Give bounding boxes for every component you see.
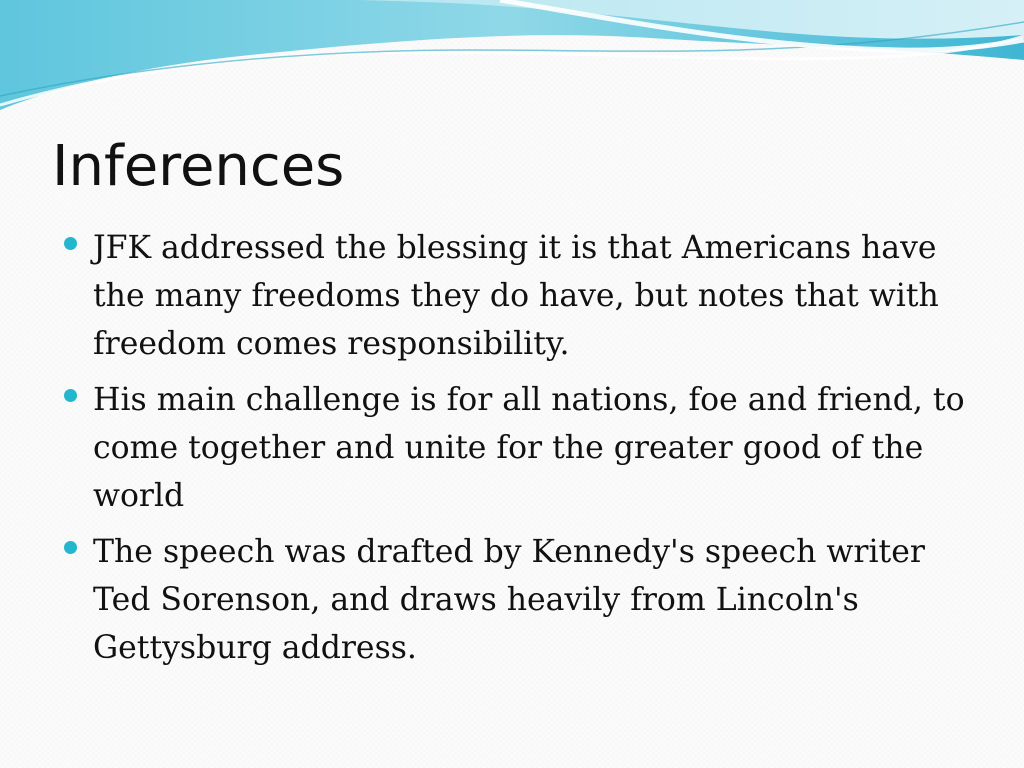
bullet-item — [62, 224, 972, 368]
bullet-dot-icon — [64, 541, 77, 554]
slide-title: Inferences — [52, 134, 345, 199]
bullet-dot-icon — [64, 237, 77, 250]
bullet-list — [62, 224, 972, 680]
bullet-text: His main challenge is for all nations, foe and friend, to come together and unite for the greater good of the world — [93, 382, 965, 514]
header-wave-decoration — [0, 0, 1024, 120]
bullet-text: The speech was drafted by Kennedy's speech writer Ted Sorenson, and draws heavily from Lincoln's Gettysburg address. — [93, 534, 925, 666]
bullet-item — [62, 528, 972, 672]
bullet-text: JFK addressed the blessing it is that Americans have the many freedoms they do have, but notes that with freedom comes responsibility. — [93, 230, 939, 362]
bullet-item — [62, 376, 972, 520]
bullet-dot-icon — [64, 389, 77, 402]
